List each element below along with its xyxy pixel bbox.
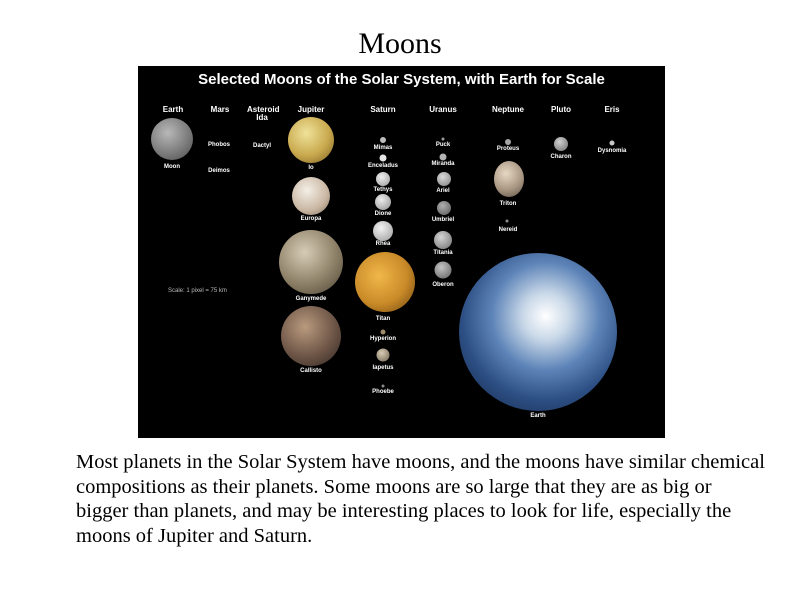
io-image [288, 117, 334, 163]
column-header-pluto: Pluto [551, 105, 571, 114]
label-dactyl: Dactyl [252, 143, 272, 149]
column-header-uranus: Uranus [429, 105, 457, 114]
dysnomia-image [610, 141, 615, 146]
scale-note: Scale: 1 pixel = 75 km [168, 288, 227, 294]
column-header-mars: Mars [210, 105, 230, 114]
label-io: Io [308, 165, 314, 171]
mimas-image [380, 137, 386, 143]
tethys-image [376, 172, 390, 186]
column-header-eris: Eris [604, 105, 620, 114]
label-phoebe: Phoebe [372, 389, 394, 395]
label-titania: Titania [433, 250, 453, 256]
callisto-image [281, 306, 341, 366]
ganymede-image [279, 230, 343, 294]
figure-title: Selected Moons of the Solar System, with Earth for Scale [198, 71, 605, 88]
umbriel-image [437, 201, 451, 215]
europa-image [292, 177, 330, 215]
oberon-image [435, 262, 452, 279]
label-iapetus: Iapetus [372, 365, 394, 371]
ariel-image [437, 172, 451, 186]
column-header-earth: Earth [162, 105, 184, 114]
label-dione: Dione [374, 211, 392, 217]
puck-image [442, 138, 445, 141]
label-charon: Charon [550, 154, 572, 160]
earth-image [459, 253, 617, 411]
label-tethys: Tethys [373, 187, 393, 193]
moon-image [151, 118, 193, 160]
charon-image [554, 137, 568, 151]
label-oberon: Oberon [432, 282, 454, 288]
label-puck: Puck [435, 142, 451, 148]
label-rhea: Rhea [375, 241, 391, 247]
rhea-image [373, 221, 393, 241]
titania-image [434, 231, 452, 249]
label-proteus: Proteus [496, 146, 520, 152]
label-mimas: Mimas [373, 145, 393, 151]
hyperion-image [381, 330, 386, 335]
label-miranda: Miranda [431, 161, 455, 167]
phoebe-image [382, 385, 385, 388]
label-deimos: Deimos [208, 168, 230, 174]
enceladus-image [380, 155, 387, 162]
label-umbriel: Umbriel [431, 217, 455, 223]
dione-image [375, 194, 391, 210]
label-hyperion: Hyperion [369, 336, 397, 342]
label-dysnomia: Dysnomia [597, 148, 627, 154]
column-header-saturn: Saturn [370, 105, 396, 114]
slide-caption: Most planets in the Solar System have moons, and the moons have similar chemical compositions as their planets. Some moons are so large that they are as big or bigger than planets, and may be interesting places to look for life, especially the moons of Jupiter and Saturn. [76, 451, 765, 547]
label-nereid: Nereid [498, 227, 518, 233]
label-callisto: Callisto [300, 368, 322, 374]
label-moon: Moon [164, 164, 180, 170]
label-titan: Titan [375, 316, 391, 322]
label-enceladus: Enceladus [367, 163, 399, 169]
triton-image [494, 161, 524, 197]
column-header-neptune: Neptune [492, 105, 524, 114]
nereid-image [506, 220, 509, 223]
label-ganymede: Ganymede [295, 296, 327, 302]
proteus-image [505, 139, 511, 145]
label-europa: Europa [300, 216, 322, 222]
slide-title: Moons [358, 27, 442, 60]
label-ariel: Ariel [436, 188, 450, 194]
moons-figure [138, 66, 665, 438]
label-phobos: Phobos [208, 142, 230, 148]
iapetus-image [377, 349, 390, 362]
titan-image [355, 252, 415, 312]
column-header-asteroid-ida: Asteroid Ida [247, 105, 280, 122]
column-header-jupiter: Jupiter [297, 105, 325, 114]
label-triton: Triton [499, 201, 517, 207]
label-earth: Earth [530, 413, 546, 419]
miranda-image [440, 154, 447, 161]
